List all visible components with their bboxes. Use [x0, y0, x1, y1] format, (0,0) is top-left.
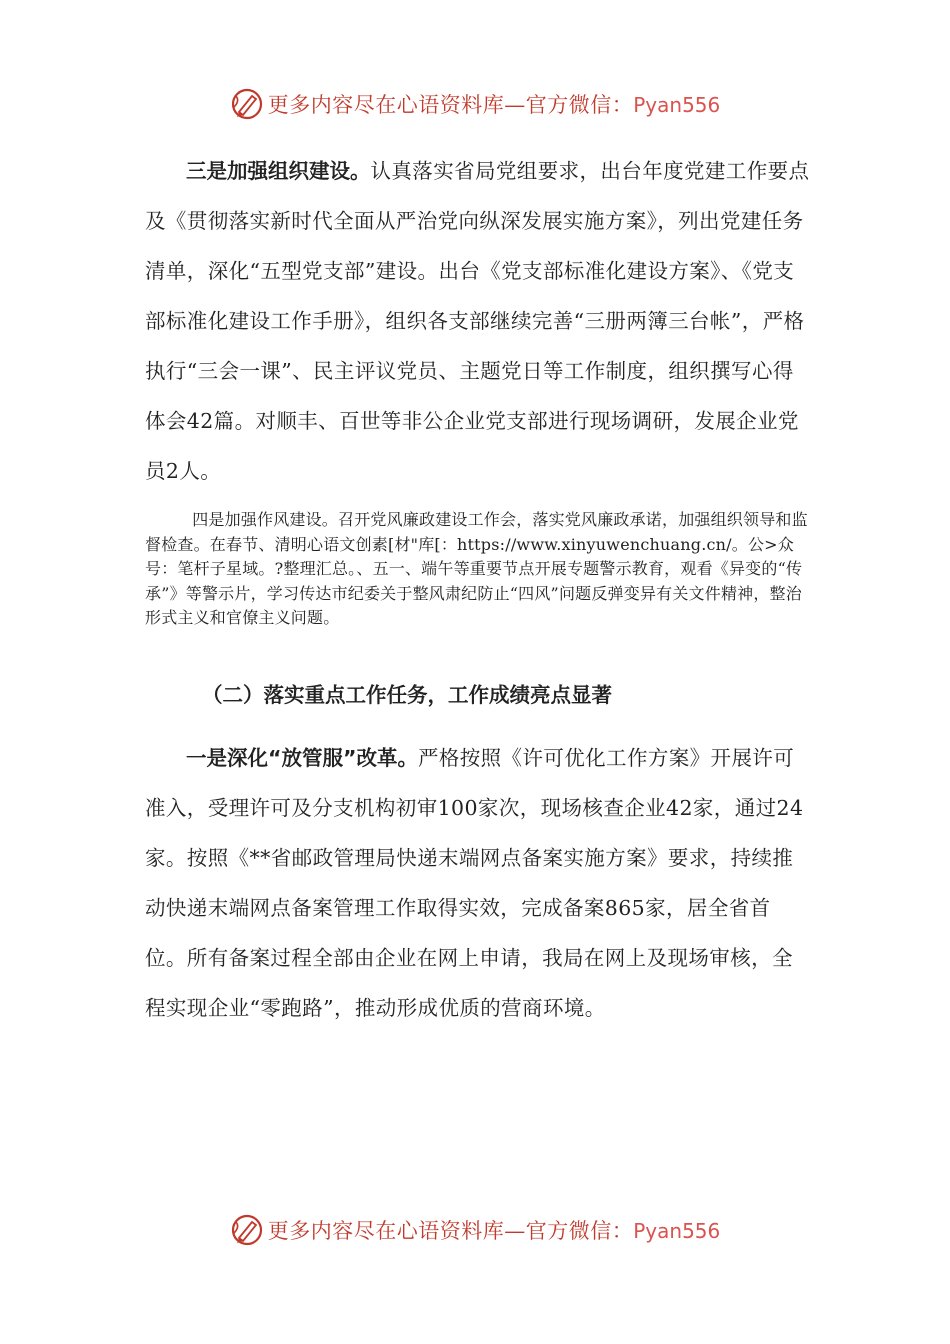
watermark-text: 更多内容尽在心语资料库—官方微信：Pyan556	[267, 1219, 721, 1243]
paragraph-small: 四是加强作风建设。召开党风廉政建设工作会，落实党风廉政承诺，加强组织领导和监督检查。在春节、清明心语文创素[材"库[：https://www.xinyuwenchuang.cn/。公>众号：笔杆子星域。?整理汇总。、五一、端午等重要节点开展专题警示教育，观看《异变的“传承”》等警示片，学习传达市纪委关于整风肃纪防止“四风”问题反弹变异有关文件精神，整治形式主义和官僚主义问题。	[145, 510, 808, 627]
watermark-wechat-id: Pyan556	[633, 93, 721, 117]
section-work-style	[145, 508, 810, 631]
paragraph-lead: 一是深化“放管服”改革。	[186, 746, 418, 770]
footer-watermark	[0, 1208, 950, 1252]
paragraph	[145, 733, 810, 1033]
watermark-text: 更多内容尽在心语资料库—官方微信：Pyan556	[267, 93, 721, 117]
pen-logo-icon	[230, 1213, 264, 1247]
section-heading	[145, 670, 810, 720]
pen-logo-icon	[230, 87, 264, 121]
section-organization-building	[145, 146, 810, 496]
paragraph-lead: 三是加强组织建设。	[186, 159, 371, 183]
header-watermark	[0, 82, 950, 126]
paragraph-body: 认真落实省局党组要求，出台年度党建工作要点及《贯彻落实新时代全面从严治党向纵深发展实施方案》，列出党建任务清单，深化“五型党支部”建设。出台《党支部标准化建设方案》、《党支部标准化建设工作手册》，组织各支部继续完善“三册两簿三台帐”，严格执行“三会一课”、民主评议党员、主题党日等工作制度，组织撰写心得体会42篇。对顺丰、百世等非公企业党支部进行现场调研，发展企业党员2人。	[145, 159, 810, 483]
paragraph	[145, 146, 810, 496]
watermark-wechat-id: Pyan556	[633, 1219, 721, 1243]
section-reform	[145, 733, 810, 1033]
subheading: （二）落实重点工作任务，工作成绩亮点显著	[202, 683, 612, 707]
paragraph-body: 严格按照《许可优化工作方案》开展许可准入，受理许可及分支机构初审100家次，现场核查企业42家，通过24家。按照《**省邮政管理局快递末端网点备案实施方案》要求，持续推动快递末端网点备案管理工作取得实效，完成备案865家，居全省首位。所有备案过程全部由企业在网上申请，我局在网上及现场审核，全程实现企业“零跑路”，推动形成优质的营商环境。	[145, 746, 804, 1020]
